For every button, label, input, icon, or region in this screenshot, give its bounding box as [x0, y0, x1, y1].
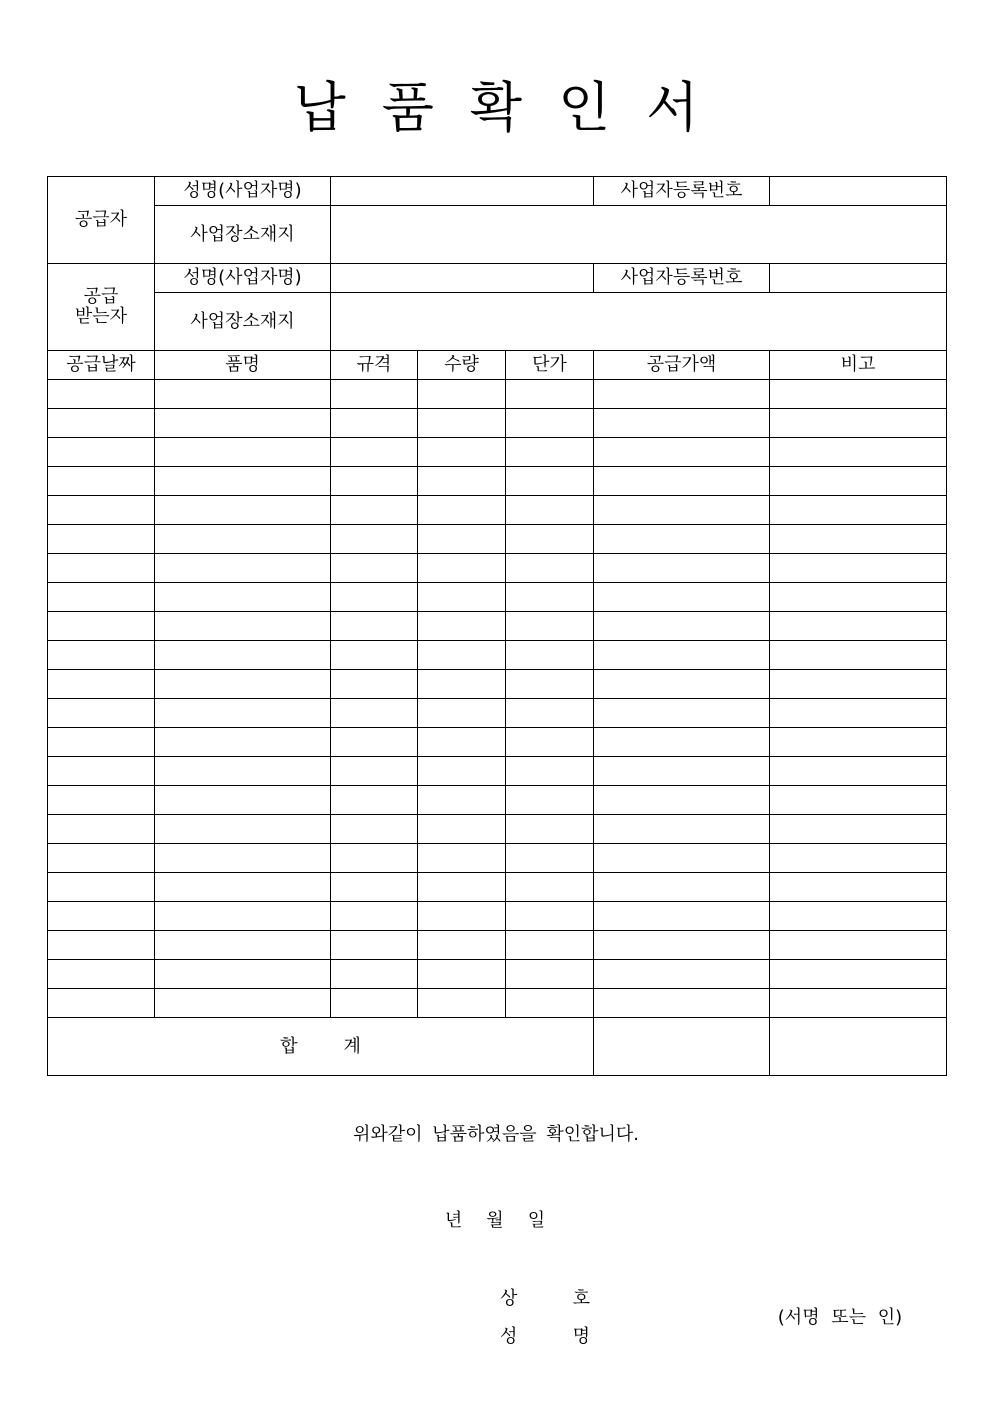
item-cell-date[interactable] [48, 641, 155, 670]
item-cell-unit-price[interactable] [506, 670, 594, 699]
item-row [48, 467, 947, 496]
receiver-reg-field[interactable] [770, 264, 947, 293]
item-cell-remarks[interactable] [770, 844, 947, 873]
item-cell-item[interactable] [155, 989, 331, 1018]
item-cell-item[interactable] [155, 525, 331, 554]
receiver-reg-label: 사업자등록번호 [594, 264, 770, 293]
item-cell-item[interactable] [155, 409, 331, 438]
item-cell-remarks[interactable] [770, 815, 947, 844]
title-char: 품 [381, 76, 470, 139]
item-cell-remarks[interactable] [770, 583, 947, 612]
item-cell-spec[interactable] [331, 873, 418, 902]
item-cell-item[interactable] [155, 583, 331, 612]
item-cell-date[interactable] [48, 438, 155, 467]
item-cell-item[interactable] [155, 467, 331, 496]
item-cell-remarks[interactable] [770, 554, 947, 583]
item-cell-remarks[interactable] [770, 438, 947, 467]
item-cell-remarks[interactable] [770, 960, 947, 989]
supplier-address-label: 사업장소재지 [155, 206, 331, 264]
item-cell-date[interactable] [48, 786, 155, 815]
item-cell-qty[interactable] [418, 931, 506, 960]
col-header-item: 품명 [155, 351, 331, 380]
item-cell-date[interactable] [48, 670, 155, 699]
item-cell-qty[interactable] [418, 815, 506, 844]
item-cell-date[interactable] [48, 873, 155, 902]
company-name-label [500, 1284, 590, 1310]
item-cell-spec[interactable] [331, 496, 418, 525]
item-cell-spec[interactable] [331, 583, 418, 612]
item-row [48, 815, 947, 844]
receiver-name-label: 성명(사업자명) [155, 264, 331, 293]
item-cell-qty[interactable] [418, 380, 506, 409]
item-cell-date[interactable] [48, 467, 155, 496]
total-char: 합 [280, 1035, 298, 1057]
item-row [48, 699, 947, 728]
item-cell-date[interactable] [48, 902, 155, 931]
item-cell-unit-price[interactable] [506, 873, 594, 902]
item-cell-supply-amount[interactable] [594, 960, 770, 989]
item-cell-remarks[interactable] [770, 989, 947, 1018]
item-cell-date[interactable] [48, 409, 155, 438]
item-row [48, 583, 947, 612]
item-cell-qty[interactable] [418, 438, 506, 467]
item-cell-supply-amount[interactable] [594, 989, 770, 1018]
item-row [48, 670, 947, 699]
item-cell-unit-price[interactable] [506, 554, 594, 583]
item-cell-unit-price[interactable] [506, 728, 594, 757]
item-cell-unit-price[interactable] [506, 844, 594, 873]
item-cell-remarks[interactable] [770, 931, 947, 960]
item-row [48, 554, 947, 583]
item-row [48, 757, 947, 786]
item-cell-unit-price[interactable] [506, 525, 594, 554]
receiver-label-line1: 공급 [83, 286, 119, 307]
item-row [48, 931, 947, 960]
receiver-label [48, 264, 155, 351]
col-header-supply-amount: 공급가액 [594, 351, 770, 380]
item-row [48, 641, 947, 670]
item-cell-spec[interactable] [331, 786, 418, 815]
item-cell-remarks[interactable] [770, 902, 947, 931]
supplier-reg-label: 사업자등록번호 [594, 177, 770, 206]
date-day: 일 [527, 1210, 546, 1231]
item-cell-item[interactable] [155, 815, 331, 844]
item-cell-item[interactable] [155, 670, 331, 699]
item-cell-supply-amount[interactable] [594, 815, 770, 844]
item-cell-date[interactable] [48, 612, 155, 641]
item-cell-unit-price[interactable] [506, 960, 594, 989]
company-char: 호 [572, 1288, 590, 1309]
item-cell-date[interactable] [48, 583, 155, 612]
item-row [48, 989, 947, 1018]
supplier-name-label: 성명(사업자명) [155, 177, 331, 206]
col-header-date: 공급날짜 [48, 351, 155, 380]
col-header-qty: 수량 [418, 351, 506, 380]
item-cell-remarks[interactable] [770, 380, 947, 409]
item-cell-unit-price[interactable] [506, 583, 594, 612]
title-char: 납 [293, 76, 382, 139]
item-cell-item[interactable] [155, 931, 331, 960]
item-cell-unit-price[interactable] [506, 467, 594, 496]
item-cell-supply-amount[interactable] [594, 380, 770, 409]
item-cell-qty[interactable] [418, 757, 506, 786]
item-cell-remarks[interactable] [770, 496, 947, 525]
item-cell-date[interactable] [48, 960, 155, 989]
company-char: 상 [500, 1288, 518, 1309]
item-cell-supply-amount[interactable] [594, 467, 770, 496]
item-cell-spec[interactable] [331, 612, 418, 641]
item-cell-supply-amount[interactable] [594, 525, 770, 554]
item-row [48, 496, 947, 525]
item-cell-spec[interactable] [331, 757, 418, 786]
item-cell-supply-amount[interactable] [594, 438, 770, 467]
item-row [48, 873, 947, 902]
item-cell-qty[interactable] [418, 467, 506, 496]
item-cell-remarks[interactable] [770, 728, 947, 757]
item-cell-remarks[interactable] [770, 467, 947, 496]
item-cell-spec[interactable] [331, 960, 418, 989]
item-cell-item[interactable] [155, 438, 331, 467]
item-cell-date[interactable] [48, 699, 155, 728]
date-line [400, 1206, 590, 1232]
total-char: 계 [343, 1035, 361, 1057]
title-char: 확 [469, 76, 559, 139]
item-row [48, 380, 947, 409]
item-cell-supply-amount[interactable] [594, 409, 770, 438]
item-cell-supply-amount[interactable] [594, 728, 770, 757]
item-cell-item[interactable] [155, 496, 331, 525]
item-cell-item[interactable] [155, 786, 331, 815]
item-row [48, 409, 947, 438]
item-cell-item[interactable] [155, 641, 331, 670]
supplier-label: 공급자 [48, 177, 155, 264]
item-cell-qty[interactable] [418, 902, 506, 931]
item-cell-spec[interactable] [331, 844, 418, 873]
item-cell-date[interactable] [48, 844, 155, 873]
item-cell-remarks[interactable] [770, 641, 947, 670]
supplier-name-field[interactable] [331, 177, 594, 206]
item-cell-supply-amount[interactable] [594, 757, 770, 786]
item-cell-supply-amount[interactable] [594, 844, 770, 873]
item-row [48, 525, 947, 554]
total-amount-field[interactable] [594, 1018, 770, 1076]
item-cell-unit-price[interactable] [506, 815, 594, 844]
item-cell-item[interactable] [155, 960, 331, 989]
item-cell-supply-amount[interactable] [594, 641, 770, 670]
title-char: 서 [646, 76, 735, 139]
item-cell-unit-price[interactable] [506, 409, 594, 438]
col-header-unit-price: 단가 [506, 351, 594, 380]
item-cell-item[interactable] [155, 902, 331, 931]
item-cell-date[interactable] [48, 496, 155, 525]
item-cell-item[interactable] [155, 380, 331, 409]
item-cell-unit-price[interactable] [506, 699, 594, 728]
item-cell-qty[interactable] [418, 612, 506, 641]
item-cell-date[interactable] [48, 931, 155, 960]
item-cell-date[interactable] [48, 380, 155, 409]
item-cell-qty[interactable] [418, 699, 506, 728]
item-cell-qty[interactable] [418, 554, 506, 583]
item-cell-qty[interactable] [418, 728, 506, 757]
receiver-name-field[interactable] [331, 264, 594, 293]
item-cell-qty[interactable] [418, 525, 506, 554]
item-cell-unit-price[interactable] [506, 641, 594, 670]
item-cell-spec[interactable] [331, 931, 418, 960]
supplier-address-field[interactable] [331, 206, 947, 264]
item-cell-supply-amount[interactable] [594, 902, 770, 931]
item-row [48, 960, 947, 989]
item-cell-date[interactable] [48, 728, 155, 757]
item-cell-remarks[interactable] [770, 699, 947, 728]
item-cell-date[interactable] [48, 757, 155, 786]
item-cell-spec[interactable] [331, 409, 418, 438]
item-cell-spec[interactable] [331, 989, 418, 1018]
item-cell-item[interactable] [155, 612, 331, 641]
item-row [48, 612, 947, 641]
item-row [48, 728, 947, 757]
column-header-row [48, 351, 947, 380]
item-cell-qty[interactable] [418, 786, 506, 815]
col-header-remarks: 비고 [770, 351, 947, 380]
item-cell-unit-price[interactable] [506, 989, 594, 1018]
item-cell-item[interactable] [155, 554, 331, 583]
item-cell-unit-price[interactable] [506, 931, 594, 960]
item-cell-item[interactable] [155, 699, 331, 728]
item-cell-date[interactable] [48, 815, 155, 844]
item-cell-supply-amount[interactable] [594, 699, 770, 728]
title-char: 인 [558, 76, 647, 139]
item-cell-item[interactable] [155, 757, 331, 786]
item-cell-supply-amount[interactable] [594, 670, 770, 699]
supplier-reg-field[interactable] [770, 177, 947, 206]
item-cell-qty[interactable] [418, 873, 506, 902]
confirmation-text: 위와같이 납품하였음을 확인합니다. [353, 1124, 639, 1145]
item-row [48, 902, 947, 931]
item-cell-item[interactable] [155, 728, 331, 757]
item-cell-spec[interactable] [331, 554, 418, 583]
item-cell-qty[interactable] [418, 583, 506, 612]
item-cell-unit-price[interactable] [506, 496, 594, 525]
item-cell-unit-price[interactable] [506, 380, 594, 409]
item-row [48, 786, 947, 815]
signer-char: 성 [500, 1326, 518, 1347]
item-cell-remarks[interactable] [770, 670, 947, 699]
signer-char: 명 [572, 1326, 590, 1347]
item-cell-remarks[interactable] [770, 525, 947, 554]
item-cell-spec[interactable] [331, 699, 418, 728]
item-cell-remarks[interactable] [770, 757, 947, 786]
item-cell-qty[interactable] [418, 670, 506, 699]
delivery-form-table [47, 176, 947, 1076]
item-cell-remarks[interactable] [770, 873, 947, 902]
item-cell-qty[interactable] [418, 409, 506, 438]
item-cell-remarks[interactable] [770, 786, 947, 815]
item-cell-spec[interactable] [331, 467, 418, 496]
item-cell-unit-price[interactable] [506, 786, 594, 815]
total-row [48, 1018, 947, 1076]
item-cell-spec[interactable] [331, 670, 418, 699]
item-cell-date[interactable] [48, 554, 155, 583]
item-cell-spec[interactable] [331, 902, 418, 931]
receiver-label-line2: 받는자 [74, 306, 128, 327]
document-title [0, 72, 992, 144]
item-cell-item[interactable] [155, 873, 331, 902]
date-year: 년 [444, 1210, 463, 1231]
item-cell-supply-amount[interactable] [594, 612, 770, 641]
item-cell-remarks[interactable] [770, 409, 947, 438]
item-cell-spec[interactable] [331, 525, 418, 554]
item-cell-unit-price[interactable] [506, 438, 594, 467]
item-cell-spec[interactable] [331, 641, 418, 670]
item-cell-spec[interactable] [331, 728, 418, 757]
seal-note: (서명 또는 인) [777, 1307, 903, 1328]
item-cell-date[interactable] [48, 989, 155, 1018]
item-cell-unit-price[interactable] [506, 757, 594, 786]
item-cell-spec[interactable] [331, 815, 418, 844]
item-cell-supply-amount[interactable] [594, 931, 770, 960]
item-cell-qty[interactable] [418, 989, 506, 1018]
item-cell-remarks[interactable] [770, 612, 947, 641]
item-cell-supply-amount[interactable] [594, 786, 770, 815]
item-cell-unit-price[interactable] [506, 902, 594, 931]
signer-name-label [500, 1322, 590, 1348]
item-cell-spec[interactable] [331, 380, 418, 409]
item-cell-qty[interactable] [418, 960, 506, 989]
item-row [48, 438, 947, 467]
total-remarks-field[interactable] [770, 1018, 947, 1076]
receiver-address-field[interactable] [331, 293, 947, 351]
receiver-address-label: 사업장소재지 [155, 293, 331, 351]
item-row [48, 844, 947, 873]
date-month: 월 [486, 1210, 504, 1231]
item-cell-qty[interactable] [418, 844, 506, 873]
item-cell-supply-amount[interactable] [594, 873, 770, 902]
item-cell-supply-amount[interactable] [594, 554, 770, 583]
item-cell-supply-amount[interactable] [594, 583, 770, 612]
item-cell-supply-amount[interactable] [594, 496, 770, 525]
item-cell-item[interactable] [155, 844, 331, 873]
item-cell-qty[interactable] [418, 496, 506, 525]
item-cell-qty[interactable] [418, 641, 506, 670]
total-label [48, 1018, 594, 1076]
col-header-spec: 규격 [331, 351, 418, 380]
item-cell-unit-price[interactable] [506, 612, 594, 641]
item-cell-spec[interactable] [331, 438, 418, 467]
item-cell-date[interactable] [48, 525, 155, 554]
